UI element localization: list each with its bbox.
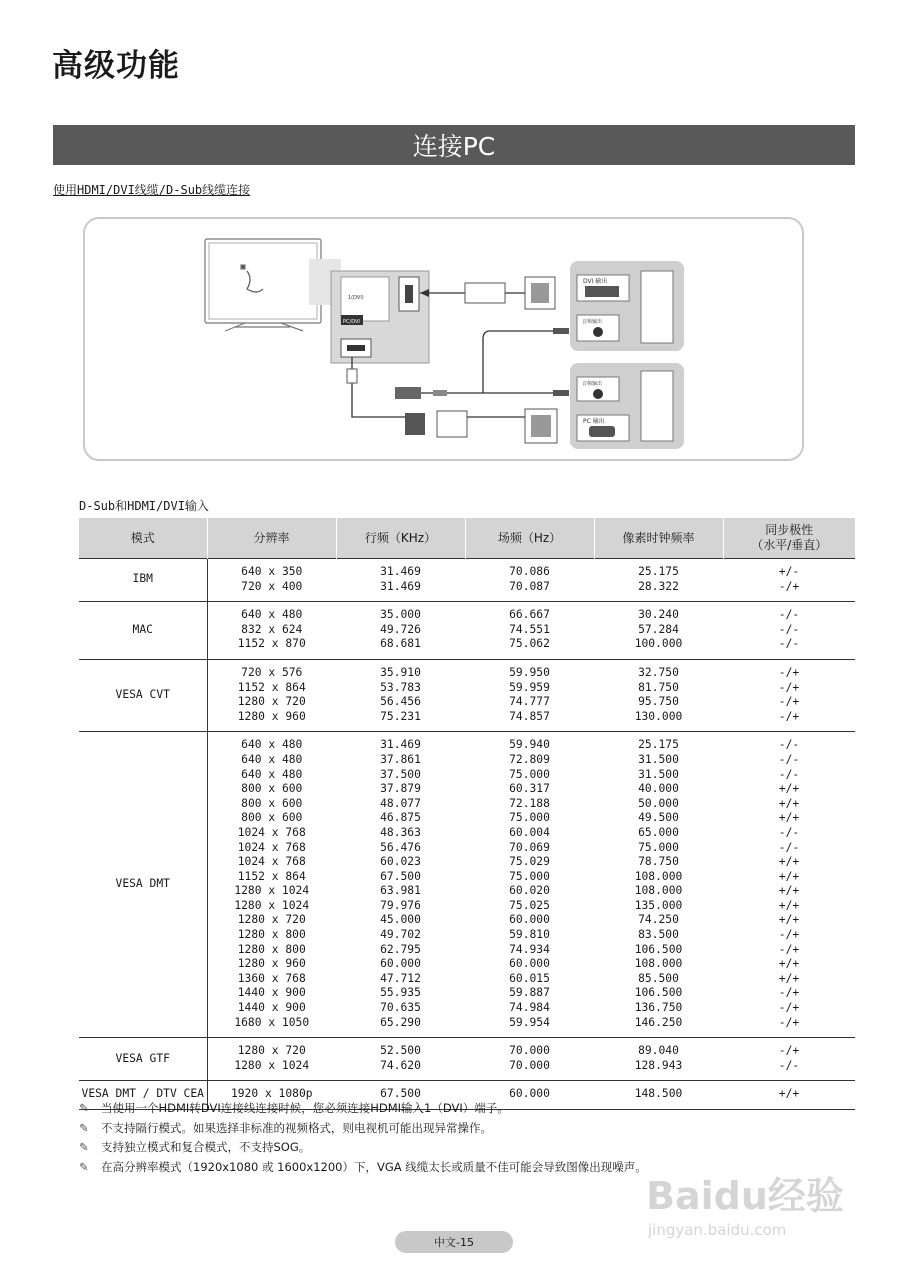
cell-value: -/-	[778, 840, 800, 854]
polarity-cell	[723, 732, 855, 1038]
cell-value: 74.934	[509, 942, 550, 956]
h-freq-cell	[336, 559, 465, 602]
resolution-cell	[207, 602, 336, 660]
note-item	[79, 1158, 647, 1178]
tv-illustration	[205, 239, 321, 331]
cell-value: 74.777	[509, 695, 550, 709]
polarity-cell	[723, 559, 855, 602]
cell-value: 59.954	[509, 1015, 550, 1029]
cell-value: 75.000	[509, 869, 550, 883]
cell-value: -/-	[778, 752, 800, 766]
cell-value: -/-	[778, 622, 800, 636]
cell-value: 800 x 600	[241, 811, 303, 825]
cell-value: +/+	[778, 869, 800, 883]
cell-value: +/+	[778, 796, 800, 810]
cell-value: 37.861	[380, 752, 421, 766]
cell-value: 53.783	[380, 680, 421, 694]
note-pencil-icon: ✎	[79, 1159, 89, 1174]
pc-tower-icon	[641, 271, 673, 343]
dvi-out-port	[585, 286, 619, 297]
cell-value: 78.750	[638, 855, 679, 869]
cell-value: 70.635	[380, 1001, 421, 1015]
cell-value: 28.322	[638, 579, 679, 593]
table-row	[79, 1038, 855, 1081]
h-freq-cell	[336, 602, 465, 660]
section-title-bar	[53, 125, 855, 165]
connection-diagram-art	[85, 219, 806, 463]
cell-value: 66.667	[509, 608, 550, 622]
note-pencil-icon: ✎	[79, 1101, 89, 1115]
cell-value: 640 x 480	[241, 752, 303, 766]
cell-value: 75.025	[509, 898, 550, 912]
cell-value: -/+	[778, 986, 800, 1000]
cell-value: -/+	[778, 1015, 800, 1029]
cell-value: 640 x 480	[241, 608, 303, 622]
cell-value: -/+	[778, 1044, 800, 1058]
v-freq-cell	[465, 659, 594, 731]
cell-value: 1024 x 768	[237, 825, 306, 839]
header-v-freq: 场频（Hz）	[465, 518, 594, 559]
cell-value: 74.857	[509, 709, 550, 723]
pixel-clock-cell	[594, 559, 723, 602]
cell-value: 60.004	[509, 825, 550, 839]
polarity-cell	[723, 602, 855, 660]
cell-value: 49.500	[638, 811, 679, 825]
cell-value: 1024 x 768	[237, 855, 306, 869]
table-row	[79, 602, 855, 660]
cell-value: -/+	[778, 942, 800, 956]
resolution-cell	[207, 732, 336, 1038]
note-text: 不支持隔行模式。如果选择非标准的视频格式，则电视机可能出现异常操作。	[101, 1120, 492, 1135]
page-title: 高级功能	[52, 48, 180, 84]
cell-value: +/+	[778, 898, 800, 912]
audio-in-port-slot	[347, 345, 365, 351]
cell-value: 1440 x 900	[237, 986, 306, 1000]
h-freq-cell	[336, 659, 465, 731]
polarity-cell	[723, 1038, 855, 1081]
resolution-cell	[207, 1038, 336, 1081]
cell-value: 1280 x 720	[237, 695, 306, 709]
cell-value: 70.087	[509, 579, 550, 593]
cell-value: 75.029	[509, 855, 550, 869]
cell-value: 65.000	[638, 825, 679, 839]
audio-jack-icon-2	[553, 390, 569, 396]
cell-value: 63.981	[380, 884, 421, 898]
cell-value: 60.023	[380, 855, 421, 869]
cell-value: 1280 x 800	[237, 928, 306, 942]
cell-value: 106.500	[634, 986, 683, 1000]
cell-value: 56.456	[380, 695, 421, 709]
cell-value: 79.976	[380, 898, 421, 912]
cell-value: 25.175	[638, 738, 679, 752]
note-item	[79, 1138, 647, 1158]
cell-value: 83.500	[638, 928, 679, 942]
h-freq-cell	[336, 1038, 465, 1081]
hdmi-port-slot	[405, 285, 413, 303]
cell-value: -/-	[778, 738, 800, 752]
cell-value: 95.750	[638, 695, 679, 709]
header-polarity-line1: 同步极性	[765, 523, 814, 537]
pc-tower-icon-2	[641, 371, 673, 441]
cell-value: 60.020	[509, 884, 550, 898]
cell-value: 75.000	[509, 811, 550, 825]
cell-value: 52.500	[380, 1044, 421, 1058]
watermark-logo: Baidu经验	[646, 1174, 844, 1218]
cell-value: -/-	[778, 767, 800, 781]
cell-value: 31.469	[380, 565, 421, 578]
cell-value: 1024 x 768	[237, 840, 306, 854]
notes-list	[79, 1099, 647, 1177]
mode-cell: VESA DMT	[79, 732, 207, 1038]
cell-value: 1280 x 1024	[234, 1058, 310, 1072]
cell-value: -/+	[778, 680, 800, 694]
dsub-connector-pins	[531, 415, 551, 437]
cell-value: 37.500	[380, 767, 421, 781]
cell-value: 1280 x 960	[237, 957, 306, 971]
polarity-cell	[723, 1081, 855, 1110]
resolution-cell	[207, 559, 336, 602]
cell-value: -/-	[778, 825, 800, 839]
cell-value: 108.000	[634, 957, 683, 971]
section-title: 连接PC	[412, 132, 496, 161]
cell-value: 100.000	[634, 637, 683, 651]
pc-dvi-label: PC/DVI	[343, 319, 360, 325]
cell-value: 1280 x 1024	[234, 898, 310, 912]
note-pencil-icon: ✎	[79, 1120, 89, 1135]
cell-value: 67.500	[380, 1087, 421, 1101]
cell-value: 85.500	[638, 971, 679, 985]
cell-value: 640 x 350	[241, 565, 303, 578]
page-number-badge	[395, 1231, 513, 1253]
cell-value: 1680 x 1050	[234, 1015, 310, 1029]
dvi-out-label: DVI 输出	[583, 278, 608, 285]
audio-out-label-2: 音频输出	[582, 381, 603, 387]
cell-value: 25.175	[638, 565, 679, 578]
note-item	[79, 1099, 647, 1119]
cell-value: 59.810	[509, 928, 550, 942]
h-freq-cell	[336, 732, 465, 1038]
cell-value: 1280 x 720	[237, 913, 306, 927]
cell-value: 59.940	[509, 738, 550, 752]
cell-value: +/+	[778, 913, 800, 927]
cell-value: -/-	[778, 1058, 800, 1072]
cell-value: +/+	[778, 957, 800, 971]
cell-value: 89.040	[638, 1044, 679, 1058]
cell-value: 72.188	[509, 796, 550, 810]
header-mode: 模式	[79, 518, 207, 559]
cell-value: 81.750	[638, 680, 679, 694]
cell-value: 800 x 600	[241, 782, 303, 796]
cell-value: 32.750	[638, 665, 679, 679]
cell-value: 135.000	[634, 898, 683, 912]
dsub-plug-left	[405, 413, 425, 435]
cell-value: 60.000	[509, 1087, 550, 1101]
mode-cell: VESA CVT	[79, 659, 207, 731]
cell-value: -/+	[778, 579, 800, 593]
audio-plug-tip	[433, 390, 447, 396]
cell-value: 31.500	[638, 767, 679, 781]
cell-value: 49.726	[380, 622, 421, 636]
cell-value: 75.062	[509, 637, 550, 651]
dsub-plug	[437, 411, 467, 437]
table-caption: D-Sub和HDMI/DVI输入	[79, 499, 209, 513]
cell-value: 148.500	[634, 1087, 683, 1101]
cell-value: 60.000	[380, 957, 421, 971]
cell-value: 31.469	[380, 738, 421, 752]
cell-value: +/+	[778, 855, 800, 869]
cell-value: 31.500	[638, 752, 679, 766]
cell-value: 62.795	[380, 942, 421, 956]
cell-value: 146.250	[634, 1015, 683, 1029]
cell-value: 37.879	[380, 782, 421, 796]
cell-value: 1280 x 1024	[234, 884, 310, 898]
cell-value: 57.284	[638, 622, 679, 636]
cell-value: 56.476	[380, 840, 421, 854]
cell-value: 59.959	[509, 680, 550, 694]
audio-out-jack	[593, 327, 603, 337]
cell-value: 74.984	[509, 1001, 550, 1015]
note-item	[79, 1119, 647, 1139]
cell-value: 60.317	[509, 782, 550, 796]
cell-value: 1440 x 900	[237, 1001, 306, 1015]
cell-value: 35.910	[380, 665, 421, 679]
cell-value: 74.250	[638, 913, 679, 927]
cell-value: 49.702	[380, 928, 421, 942]
cell-value: 108.000	[634, 869, 683, 883]
cell-value: 70.000	[509, 1058, 550, 1072]
connection-diagram	[83, 217, 804, 461]
cell-value: 1280 x 960	[237, 709, 306, 723]
cell-value: -/+	[778, 928, 800, 942]
header-polarity-line2: （水平/垂直）	[751, 538, 828, 552]
cell-value: 60.000	[509, 957, 550, 971]
cell-value: 832 x 624	[241, 622, 303, 636]
cell-value: 48.077	[380, 796, 421, 810]
dvi-plug	[465, 283, 505, 303]
cell-value: 60.000	[509, 913, 550, 927]
cell-value: 75.231	[380, 709, 421, 723]
cell-value: 70.000	[509, 1044, 550, 1058]
note-text: 在高分辨率模式（1920x1080 或 1600x1200）下，VGA 线缆太长或质量不佳可能会导致图像出现噪声。	[101, 1159, 647, 1174]
header-h-freq: 行频（KHz）	[336, 518, 465, 559]
cell-value: 640 x 480	[241, 738, 303, 752]
header-polarity	[723, 518, 855, 559]
cell-value: 1152 x 870	[237, 637, 306, 651]
v-freq-cell	[465, 1038, 594, 1081]
header-pixel-clock: 像素时钟频率	[594, 518, 723, 559]
cell-value: +/+	[778, 1087, 800, 1101]
cell-value: -/+	[778, 695, 800, 709]
v-freq-cell	[465, 732, 594, 1038]
table-header-row	[79, 518, 855, 559]
cell-value: 70.069	[509, 840, 550, 854]
v-freq-cell	[465, 559, 594, 602]
cell-value: +/+	[778, 971, 800, 985]
table-row	[79, 732, 855, 1038]
cell-value: -/-	[778, 608, 800, 622]
polarity-cell	[723, 659, 855, 731]
cell-value: 30.240	[638, 608, 679, 622]
pixel-clock-cell	[594, 659, 723, 731]
pc-out-port	[589, 426, 615, 437]
table-row	[79, 559, 855, 602]
cell-value: 74.620	[380, 1058, 421, 1072]
cell-value: -/+	[778, 665, 800, 679]
dvi-connector-pins	[531, 283, 549, 303]
cell-value: 72.809	[509, 752, 550, 766]
header-resolution: 分辨率	[207, 518, 336, 559]
table-row	[79, 659, 855, 731]
mode-cell: VESA DMT / DTV CEA	[79, 1081, 207, 1110]
cell-value: -/-	[778, 637, 800, 651]
pixel-clock-cell	[594, 602, 723, 660]
cell-value: 46.875	[380, 811, 421, 825]
cell-value: 720 x 576	[241, 665, 303, 679]
cell-value: 48.363	[380, 825, 421, 839]
cell-value: 67.500	[380, 869, 421, 883]
cell-value: +/-	[778, 565, 800, 578]
cell-value: +/+	[778, 782, 800, 796]
cell-value: 720 x 400	[241, 579, 303, 593]
cell-value: 45.000	[380, 913, 421, 927]
mode-cell: VESA GTF	[79, 1038, 207, 1081]
cell-value: 130.000	[634, 709, 683, 723]
pixel-clock-cell	[594, 732, 723, 1038]
cell-value: 59.950	[509, 665, 550, 679]
resolution-cell	[207, 659, 336, 731]
cell-value: 640 x 480	[241, 767, 303, 781]
cell-value: 59.887	[509, 986, 550, 1000]
watermark-url: jingyan.baidu.com	[648, 1221, 787, 1239]
cell-value: 65.290	[380, 1015, 421, 1029]
audio-out-label: 音频输出	[582, 319, 603, 325]
cell-value: -/+	[778, 1001, 800, 1015]
page-number: 中文-15	[434, 1236, 474, 1249]
cell-value: 800 x 600	[241, 796, 303, 810]
cell-value: 47.712	[380, 971, 421, 985]
cell-value: 1152 x 864	[237, 869, 306, 883]
cell-value: 75.000	[509, 767, 550, 781]
ferrite-core	[347, 369, 357, 383]
cell-value: 128.943	[634, 1058, 683, 1072]
cell-value: +/+	[778, 884, 800, 898]
cell-value: 55.935	[380, 986, 421, 1000]
cell-value: 1152 x 864	[237, 680, 306, 694]
cell-value: 74.551	[509, 622, 550, 636]
audio-jack-icon	[553, 328, 569, 334]
display-mode-table	[79, 518, 855, 1110]
baidu-watermark	[642, 1165, 862, 1245]
v-freq-cell	[465, 602, 594, 660]
cell-value: +/+	[778, 811, 800, 825]
subheading: 使用HDMI/DVI线缆/D-Sub线缆连接	[53, 183, 251, 197]
cell-value: 106.500	[634, 942, 683, 956]
cell-value: 40.000	[638, 782, 679, 796]
note-text: 当使用一个HDMI转DVI连接线连接时候，您必须连接HDMI输入1（DVI）端子。	[101, 1101, 509, 1115]
cell-value: -/+	[778, 709, 800, 723]
audio-out-jack-2	[593, 389, 603, 399]
cell-value: 50.000	[638, 796, 679, 810]
cell-value: 60.015	[509, 971, 550, 985]
cell-value: 1280 x 720	[237, 1044, 306, 1058]
note-pencil-icon: ✎	[79, 1140, 89, 1154]
cell-value: 35.000	[380, 608, 421, 622]
audio-plug-icon	[395, 387, 421, 399]
hdmi-port-label: 1(DVI)	[348, 295, 364, 301]
mode-cell: IBM	[79, 559, 207, 602]
pixel-clock-cell	[594, 1038, 723, 1081]
cell-value: 1920 x 1080p	[230, 1087, 313, 1101]
cell-value: 75.000	[638, 840, 679, 854]
mode-cell: MAC	[79, 602, 207, 660]
cell-value: 70.086	[509, 565, 550, 578]
note-text: 支持独立模式和复合模式，不支持SOG。	[101, 1140, 311, 1154]
cell-value: 1360 x 768	[237, 971, 306, 985]
pc-out-label: PC 输出	[583, 418, 605, 425]
cell-value: 136.750	[634, 1001, 683, 1015]
cell-value: 1280 x 800	[237, 942, 306, 956]
cell-value: 108.000	[634, 884, 683, 898]
cell-value: 68.681	[380, 637, 421, 651]
cell-value: 31.469	[380, 579, 421, 593]
